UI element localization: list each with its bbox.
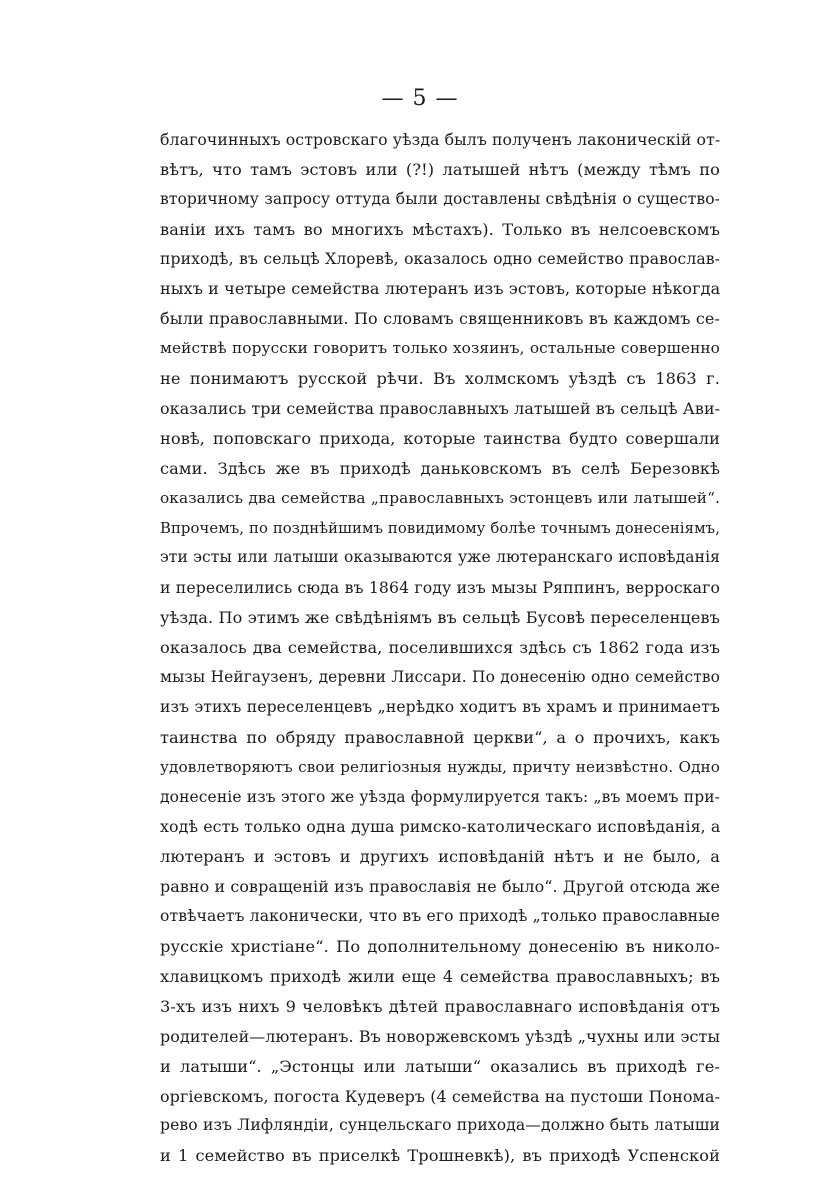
text-line: родителей—лютеранъ. Въ новоржевскомъ уѣздѣ „чухны или эсты: [160, 1026, 721, 1046]
text-line: рево изъ Лифляндіи, сунцельскаго прихода—должно быть латыши: [160, 1116, 720, 1135]
text-line: 3-хъ изъ нихъ 9 человѣкъ дѣтей православнаго исповѣданія отъ: [160, 996, 720, 1016]
text-line: равно и совращеній изъ православія не было“. Другой отсюда же: [160, 877, 720, 897]
text-line: благочинныхъ островскаго уѣзда былъ полученъ лаконическій от-: [160, 130, 721, 149]
text-line: мызы Нейгаузенъ, деревни Лиссари. По донесенію одно семейство: [160, 668, 720, 687]
text-line: не понимаютъ русской рѣчи. Въ холмскомъ уѣздѣ съ 1863 г.: [160, 369, 720, 389]
text-line: ныхъ и четыре семейства лютеранъ изъ эстовъ, которые нѣкогда: [160, 279, 721, 299]
text-line: эти эсты или латыши оказываются уже лютеранскаго исповѣданія: [160, 548, 720, 567]
text-line: русскіе христіане“. По дополнительному донесенію въ николо-: [160, 937, 720, 957]
text-line: хлавицкомъ приходѣ жили еще 4 семейства православныхъ; въ: [160, 966, 720, 986]
text-line: лютеранъ и эстовъ и другихъ исповѣданій нѣтъ и не было, а: [160, 847, 720, 867]
text-line: изъ этихъ переселенцевъ „нерѣдко ходитъ въ храмъ и принимаетъ: [160, 697, 720, 716]
text-line: новѣ, поповскаго прихода, которые таинства будто совершали: [160, 428, 720, 448]
text-line: таинства по обряду православной церкви“, а о прочихъ, какъ: [160, 727, 720, 747]
text-line: оказались два семейства „православныхъ эстонцевъ или латышей“.: [160, 488, 720, 507]
text-line: оказались три семейства православныхъ латышей въ сельцѣ Ави-: [160, 399, 721, 419]
text-line: приходѣ, въ сельцѣ Хлоревѣ, оказалось одно семейство православ-: [160, 249, 720, 268]
body-text: [160, 125, 720, 1171]
text-line: и 1 семейство въ приселкѣ Трошневкѣ), въ приходѣ Успенской: [160, 1146, 720, 1166]
text-line: ходѣ есть только одна душа римско-католическаго исповѣданія, а: [160, 817, 721, 837]
text-line: были православными. По словамъ священниковъ въ каждомъ се-: [160, 309, 720, 329]
text-line: удовлетворяютъ свои религіозныя нужды, причту неизвѣстно. Одно: [160, 757, 720, 776]
text-line: сами. Здѣсь же въ приходѣ даньковскомъ въ селѣ Березовкѣ: [160, 458, 720, 478]
text-line: мействѣ порусски говоритъ только хозяинъ, остальные совершенно: [160, 339, 720, 358]
text-line: уѣзда. По этимъ же свѣдѣніямъ въ сельцѣ Бусовѣ переселенцевъ: [160, 608, 720, 628]
text-line: оказалось два семейства, поселившихся здѣсь съ 1862 года изъ: [160, 638, 720, 658]
text-line: и латыши“. „Эстонцы или латыши“ оказались въ приходѣ ге-: [160, 1056, 720, 1076]
text-line: и переселились сюда въ 1864 году изъ мызы Ряппинъ, верроскаго: [160, 578, 720, 598]
text-line: вѣтъ, что тамъ эстовъ или (?!) латышей нѣтъ (между тѣмъ по: [160, 159, 720, 179]
page-number: — 5 —: [381, 86, 459, 111]
text-line: ваніи ихъ тамъ во многихъ мѣстахъ). Только въ нелсоевскомъ: [160, 219, 720, 239]
text-line: оргіевскомъ, погоста Кудеверъ (4 семейства на пустоши Понома-: [160, 1086, 721, 1106]
text-line: донесеніе изъ этого же уѣзда формулируется такъ: „въ моемъ при-: [160, 787, 720, 806]
text-line: отвѣчаетъ лаконически, что въ его приходѣ „только православные: [160, 907, 720, 926]
text-line: Впрочемъ, по позднѣйшимъ повидимому болѣе точнымъ донесеніямъ,: [160, 519, 720, 537]
text-line: вторичному запросу оттуда были доставлены свѣдѣнія о существо-: [160, 189, 720, 208]
